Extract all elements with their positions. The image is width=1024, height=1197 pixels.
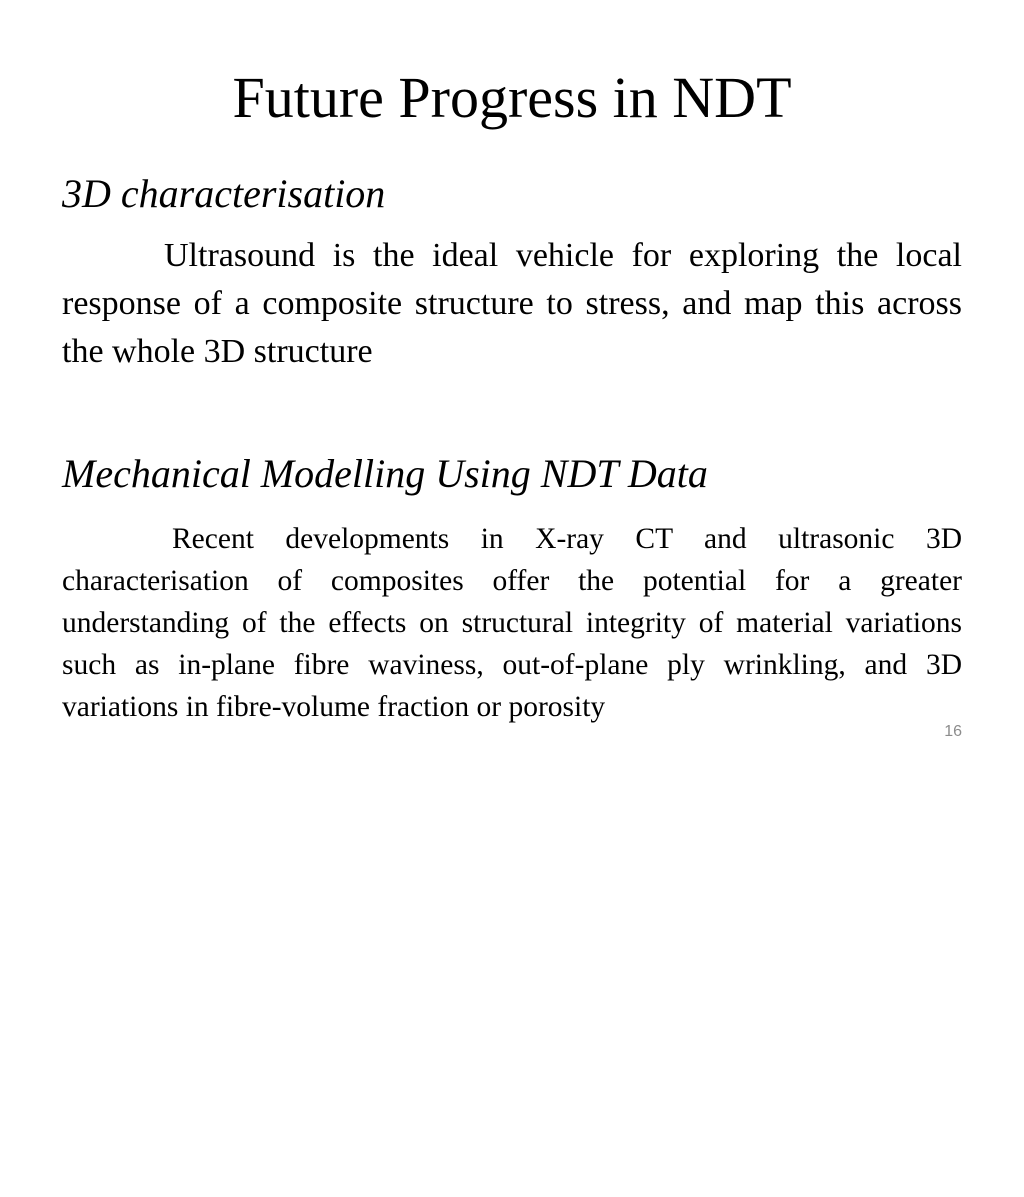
section-heading-mechanical-modelling: Mechanical Modelling Using NDT Data [62,451,708,496]
section-heading-3d-characterisation: 3D characterisation [62,171,386,216]
section-body-3d-characterisation: Ultrasound is the ideal vehicle for exploring the local response of a composite structure to stress, and map this across the whole 3D structure [62,237,962,370]
slide-title: Future Progress in NDT [232,65,792,130]
page-number: 16 [944,723,962,740]
section-body-mechanical-modelling: Recent developments in X-ray CT and ultrasonic 3D characterisation of composites offer the potential for a greater understanding of the effects on structural integrity of material variations such as in-plane fibre waviness, out-of-plane ply wrinkling, and 3D variations in fibre-volume fraction or porosity [62,523,962,723]
